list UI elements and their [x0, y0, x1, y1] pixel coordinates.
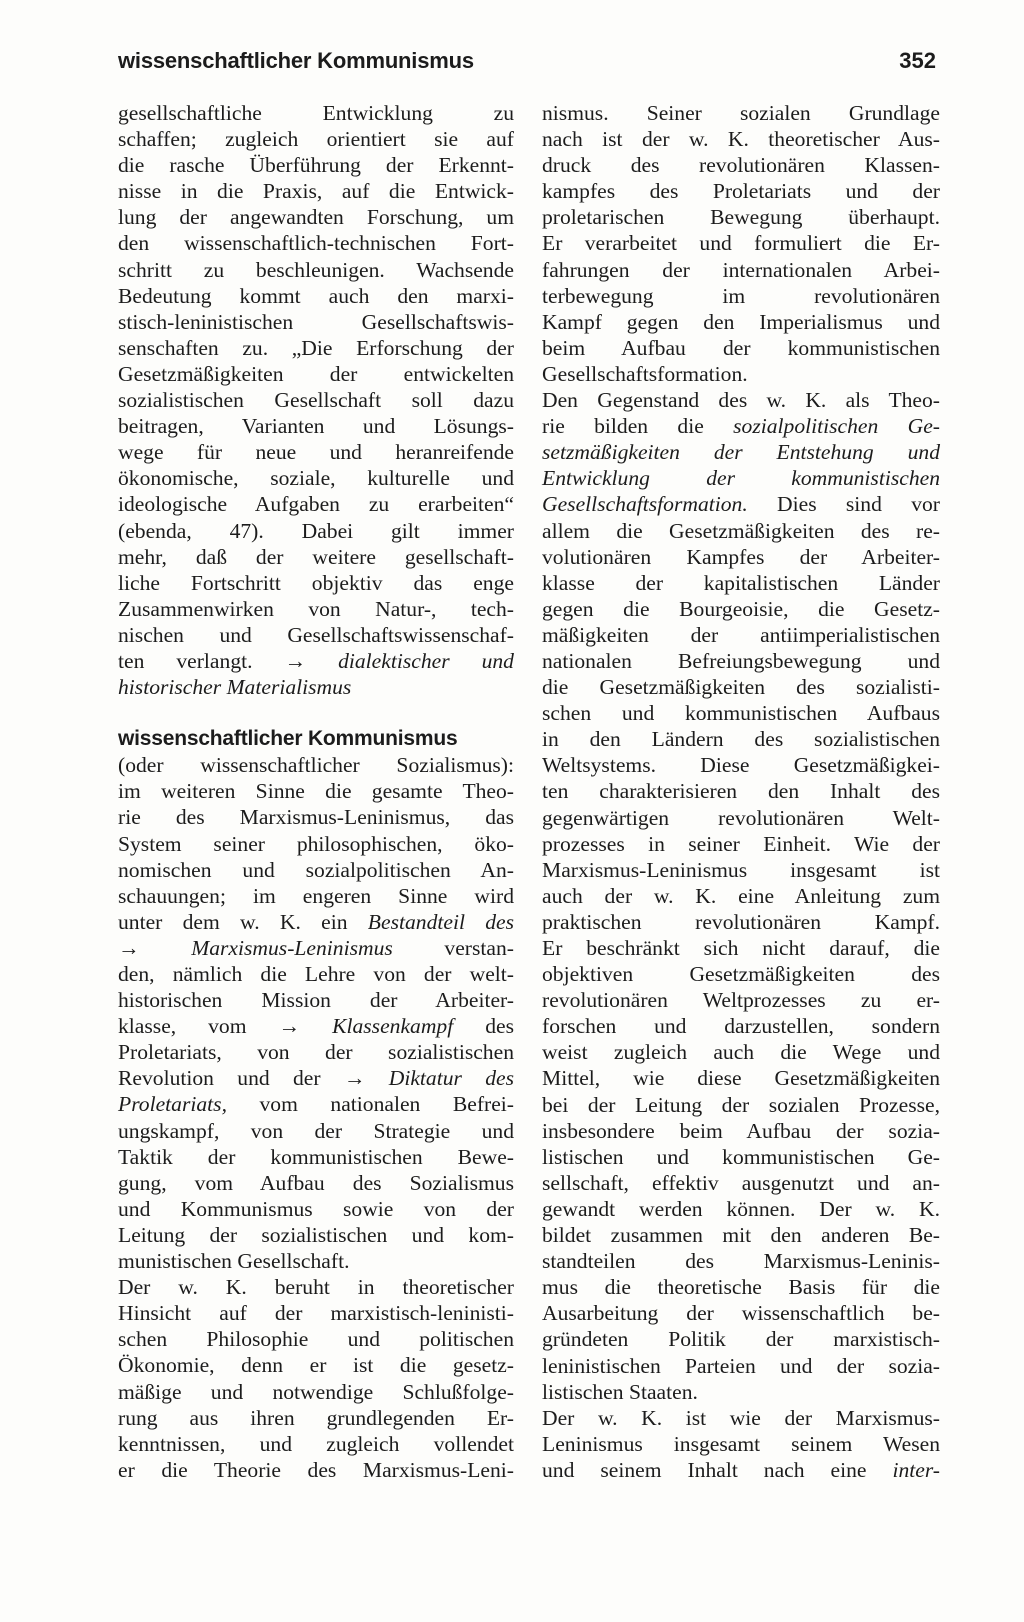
emphasis: Bestandteil des: [367, 909, 514, 934]
text-line: die rasche Überführung der Erkennt-: [118, 153, 514, 178]
text-line: gegenwärtigen revolutionären Welt-: [542, 805, 940, 830]
text-line: Proletariats, von der sozialistischen: [118, 1040, 514, 1065]
text-line: lung der angewandten Forschung, um: [118, 205, 514, 230]
text-line: in den Ländern des sozialistischen: [542, 727, 940, 752]
text-line: schen Philosophie und politischen: [118, 1327, 514, 1352]
text-line: revolutionären Weltprozesses zu er-: [542, 988, 940, 1013]
text-line: listischen und kommunistischen Ge-: [542, 1144, 940, 1169]
text-segment: rie bilden die: [542, 414, 704, 439]
text-line: Zusammenwirken von Natur-, tech-: [118, 596, 514, 621]
paragraph: [542, 387, 940, 1405]
text-line: [118, 1091, 514, 1117]
text-segment: vom nationalen Befrei-: [259, 1092, 514, 1117]
text-line: [118, 935, 514, 961]
text-line: Bedeutung kommt auch den marxi-: [118, 283, 514, 308]
text-line: insbesondere beim Aufbau der sozia-: [542, 1118, 940, 1143]
text-line: leninistischen Parteien und der sozia-: [542, 1353, 940, 1378]
text-line: standteilen des Marxismus-Leninis-: [542, 1249, 940, 1274]
text-line: bildet zusammen mit den anderen Be-: [542, 1223, 940, 1248]
text-line: Er verarbeitet und formuliert die Er-: [542, 231, 940, 256]
text-line: Taktik der kommunistischen Bewe-: [118, 1144, 514, 1169]
text-line: im weiteren Sinne die gesamte Theo-: [118, 779, 514, 804]
page-header: [118, 48, 944, 88]
text-segment: unter dem w. K. ein: [118, 909, 348, 934]
text-line: gewandt werden können. Der w. K.: [542, 1196, 940, 1221]
emphasis: inter-: [892, 1457, 940, 1482]
emphasis: Gesellschaftsformation.: [542, 492, 748, 517]
text-line: [118, 1013, 514, 1039]
cross-reference: dialektischer und: [338, 648, 514, 673]
text-line: ungskampf, von der Strategie und: [118, 1118, 514, 1143]
text-line: listischen Staaten.: [542, 1379, 698, 1404]
text-line: liche Fortschritt objektiv das enge: [118, 570, 514, 595]
paragraph: [542, 1405, 940, 1483]
text-line: ideologische Aufgaben zu erarbeiten“: [118, 492, 514, 517]
text-segment: Dies sind vor: [777, 492, 940, 517]
cross-reference: Proletariats,: [118, 1092, 227, 1117]
text-line: (oder wissenschaftlicher Sozialismus):: [118, 753, 514, 778]
text-line: er die Theorie des Marxismus-Leni-: [118, 1457, 514, 1482]
text-line: prozesses in seiner Einheit. Wie der: [542, 831, 940, 856]
text-line: Leitung der sozialistischen und kom-: [118, 1222, 514, 1247]
text-line: sozialistischen Gesellschaft soll dazu: [118, 388, 514, 413]
text-line: schaffen; zugleich orientiert sie auf: [118, 127, 514, 152]
paragraph-continuation: [118, 100, 514, 700]
text-line: Weltsystems. Diese Gesetzmäßigkei-: [542, 753, 940, 778]
text-line: forschen und darzustellen, sondern: [542, 1014, 940, 1039]
text-line: allem die Gesetzmäßigkeiten des re-: [542, 518, 940, 543]
text-line: Der w. K. beruht in theoretischer: [118, 1275, 514, 1300]
text-line: gung, vom Aufbau des Sozialismus: [118, 1170, 514, 1195]
text-line: nationalen Befreiungsbewegung und: [542, 648, 940, 673]
text-line: Kampf gegen den Imperialismus und: [542, 309, 940, 334]
dictionary-entry: [118, 726, 514, 1274]
text-line: beitragen, Varianten und Lösungs-: [118, 414, 514, 439]
paragraph: [542, 100, 940, 387]
text-line: schauungen; im engeren Sinne wird: [118, 883, 514, 908]
text-line: terbewegung im revolutionären: [542, 283, 940, 308]
paragraph: [118, 1274, 514, 1483]
cross-reference-arrow-icon: →: [343, 1066, 366, 1091]
text-line: System seiner philosophischen, öko-: [118, 831, 514, 856]
text-line: schritt zu beschleunigen. Wachsende: [118, 257, 514, 282]
text-line: [542, 491, 940, 517]
text-segment: Revolution und der: [118, 1066, 321, 1091]
text-line: proletarischen Bewegung überhaupt.: [542, 205, 940, 230]
text-line: [118, 648, 514, 674]
text-line: Marxismus-Leninismus insgesamt ist: [542, 857, 940, 882]
text-line: (ebenda, 47). Dabei gilt immer: [118, 518, 514, 543]
emphasis: Entwicklung der kommunistischen: [542, 466, 940, 491]
text-line: klasse der kapitalistischen Länder: [542, 570, 940, 595]
text-line: [542, 465, 940, 491]
text-line: mus die theoretische Basis für die: [542, 1275, 940, 1300]
text-segment: ten verlangt.: [118, 648, 253, 673]
text-line: [118, 909, 514, 935]
emphasis: setzmäßigkeiten der Entstehung und: [542, 440, 940, 465]
text-line: und Kommunismus sowie von der: [118, 1196, 514, 1221]
text-line: nach ist der w. K. theoretischer Aus-: [542, 127, 940, 152]
text-line: [542, 439, 940, 465]
cross-reference: Diktatur des: [388, 1066, 515, 1091]
text-line: volutionären Kampfes der Arbeiter-: [542, 544, 940, 569]
text-line: praktischen revolutionären Kampf.: [542, 909, 940, 934]
text-line: die Gesetzmäßigkeiten des sozialisti-: [542, 675, 940, 700]
entry-headword: wissenschaftlicher Kommunismus: [118, 727, 458, 751]
text-line: ökonomische, soziale, kulturelle und: [118, 466, 514, 491]
text-line: senschaften zu. „Die Erforschung der: [118, 335, 514, 360]
right-column: [542, 100, 940, 1483]
text-line: den wissenschaftlich-technischen Fort-: [118, 231, 514, 256]
text-line: Ausarbeitung der wissenschaftlich be-: [542, 1301, 940, 1326]
running-head: wissenschaftlicher Kommunismus: [118, 48, 474, 73]
text-line: rie des Marxismus-Leninismus, das: [118, 805, 514, 830]
text-line: Ökonomie, denn er ist die gesetz-: [118, 1353, 514, 1378]
text-line: weist zugleich auch die Wege und: [542, 1040, 940, 1065]
text-segment: und seinem Inhalt nach eine: [542, 1457, 867, 1482]
cross-reference-arrow-icon: →: [284, 648, 307, 673]
text-line: nischen und Gesellschaftswissenschaf-: [118, 622, 514, 647]
text-line: rung aus ihren grundlegenden Er-: [118, 1405, 514, 1430]
text-line: munistischen Gesellschaft.: [118, 1249, 350, 1274]
text-line: historischen Mission der Arbeiter-: [118, 988, 514, 1013]
text-line: [542, 413, 940, 439]
text-line: bei der Leitung der sozialen Prozesse,: [542, 1092, 940, 1117]
text-line: Hinsicht auf der marxistisch-leninisti-: [118, 1301, 514, 1326]
cross-reference-arrow-icon: →: [118, 935, 140, 960]
text-segment: des: [485, 1014, 514, 1039]
text-line: auch der w. K. eine Anleitung zum: [542, 883, 940, 908]
text-line: [118, 674, 514, 700]
text-line: Gesellschaftsformation.: [542, 361, 748, 386]
cross-reference: Klassenkampf: [332, 1014, 454, 1039]
cross-reference: historischer Materialismus: [118, 675, 352, 700]
cross-reference: Marxismus-Leninismus: [191, 935, 393, 960]
text-line: gesellschaftliche Entwicklung zu: [118, 101, 514, 125]
text-line: Mittel, wie diese Gesetzmäßigkeiten: [542, 1066, 940, 1091]
text-line: ten charakterisieren den Inhalt des: [542, 779, 940, 804]
text-line: Der w. K. ist wie der Marxismus-: [542, 1405, 940, 1430]
text-line: nomischen und sozialpolitischen An-: [118, 857, 514, 882]
page-number: 352: [899, 48, 936, 73]
text-line: gründeten Politik der marxistisch-: [542, 1327, 940, 1352]
cross-reference-arrow-icon: →: [278, 1014, 301, 1039]
left-column: [118, 100, 514, 1483]
text-line: kampfes des Proletariats und der: [542, 179, 940, 204]
emphasis: sozialpolitischen Ge-: [733, 414, 940, 439]
text-line: sellschaft, effektiv ausgenutzt und an-: [542, 1170, 940, 1195]
text-line: den, nämlich die Lehre von der welt-: [118, 962, 514, 986]
text-line: [118, 1065, 514, 1091]
text-line: beim Aufbau der kommunistischen: [542, 335, 940, 360]
text-line: Gesetzmäßigkeiten der entwickelten: [118, 361, 514, 386]
text-line: mäßige und notwendige Schlußfolge-: [118, 1379, 514, 1404]
text-line: kenntnissen, und zugleich vollendet: [118, 1431, 514, 1456]
text-line: gegen die Bourgeoisie, die Gesetz-: [542, 596, 940, 621]
text-line: druck des revolutionären Klassen-: [542, 153, 940, 178]
text-line: nismus. Seiner sozialen Grundlage: [542, 101, 940, 125]
text-line: stisch-leninistischen Gesellschaftswis-: [118, 309, 514, 334]
text-line: objektiven Gesetzmäßigkeiten des: [542, 962, 940, 987]
text-segment: klasse, vom: [118, 1014, 247, 1039]
text-line: mehr, daß der weitere gesellschaft-: [118, 544, 514, 569]
text-line: schen und kommunistischen Aufbaus: [542, 701, 940, 726]
text-line: nisse in die Praxis, auf die Entwick-: [118, 179, 514, 204]
text-line: wege für neue und heranreifende: [118, 440, 514, 465]
text-line: Den Gegenstand des w. K. als Theo-: [542, 388, 940, 413]
text-line: mäßigkeiten der antiimperialistischen: [542, 622, 940, 647]
text-line: Leninismus insgesamt seinem Wesen: [542, 1431, 940, 1456]
text-line: fahrungen der internationalen Arbei-: [542, 257, 940, 282]
text-segment: verstan-: [444, 935, 514, 960]
text-line: [542, 1457, 940, 1483]
text-line: Er beschränkt sich nicht darauf, die: [542, 936, 940, 960]
